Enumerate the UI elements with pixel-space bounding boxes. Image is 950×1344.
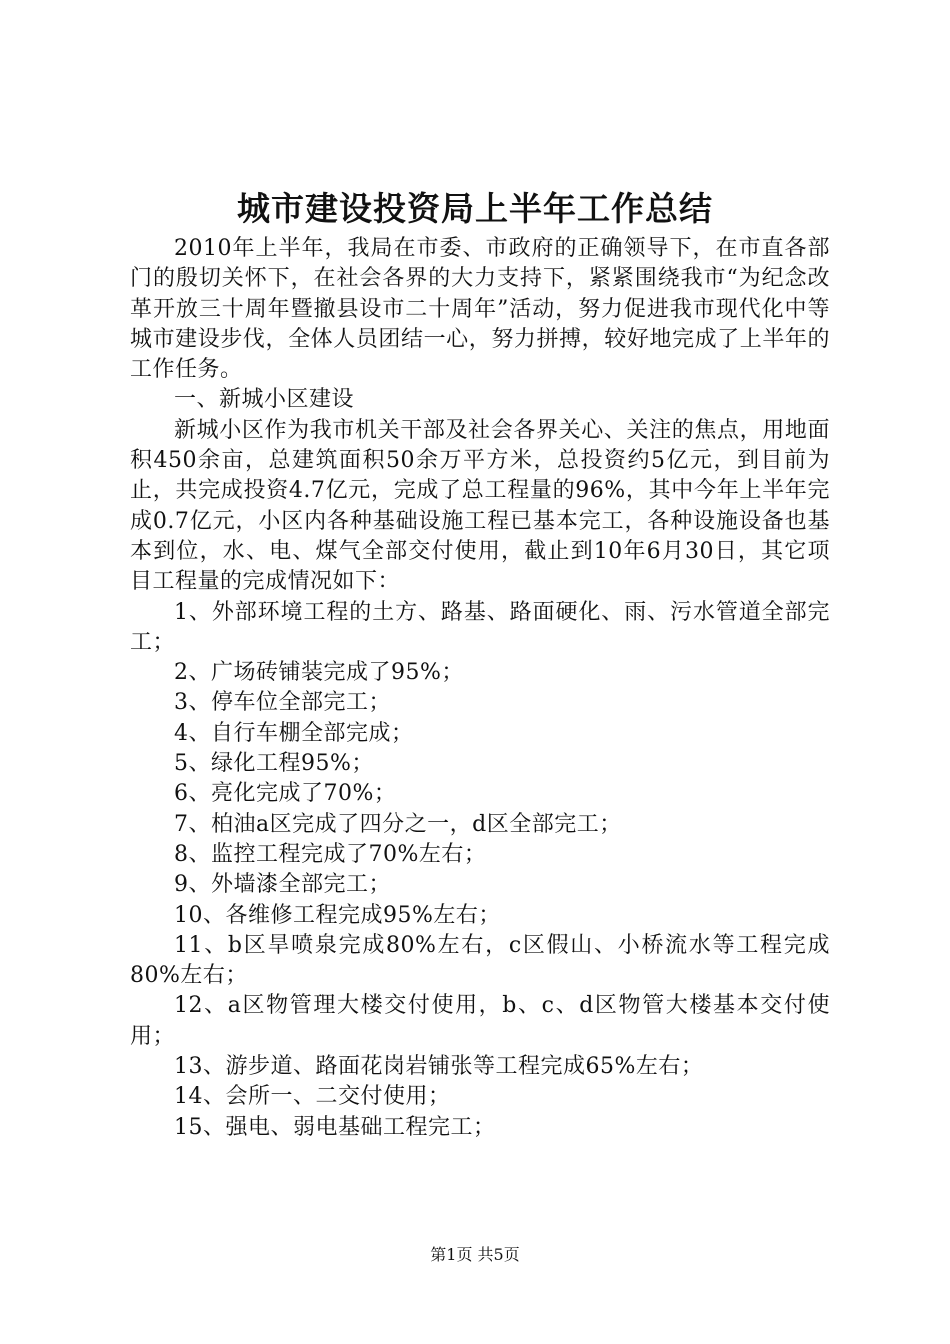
list-item: 2、广场砖铺装完成了95%； (174, 660, 464, 686)
document-body (130, 234, 830, 1143)
list-item: 11、b区旱喷泉完成80%左右，c区假山、小桥流水等工程完成80%左右； (130, 932, 830, 989)
list-item: 12、a区物管理大楼交付使用，b、c、d区物管大楼基本交付使用； (130, 993, 830, 1049)
list-item: 13、游步道、路面花岗岩铺张等工程完成65%左右； (174, 1054, 704, 1080)
list-item: 6、亮化完成了70%； (174, 781, 397, 807)
page-footer: 第1页 共5页 (430, 1245, 520, 1264)
list-item: 10、各维修工程完成95%左右； (174, 902, 501, 928)
section-heading: 一、新城小区建设 (174, 387, 355, 413)
list-item: 4、自行车棚全部完成； (174, 720, 414, 746)
list-item: 5、绿化工程95%； (174, 751, 374, 777)
list-item: 9、外墙漆全部完工； (174, 872, 391, 898)
document-title: 城市建设投资局上半年工作总结 (237, 189, 713, 228)
list-item: 14、会所一、二交付使用； (174, 1084, 451, 1110)
list-item: 3、停车位全部完工； (174, 690, 391, 716)
intro-paragraph: 2010年上半年，我局在市委、市政府的正确领导下，在市直各部门的殷切关怀下，在社会各界的大力支持下，紧紧围绕我市“为纪念改革开放三十周年暨撤县设市二十周年”活动，努力促进我市现代化中等城市建设步伐，全体人员团结一心，努力拼搏，较好地完成了上半年的工作任务。 (130, 236, 830, 383)
list-item: 8、监控工程完成了70%左右； (174, 841, 487, 867)
list-item: 1、外部环境工程的土方、路基、路面硬化、雨、污水管道全部完工； (130, 599, 830, 655)
list-item: 7、柏油a区完成了四分之一，d区全部完工； (174, 811, 622, 837)
list-item: 15、强电、弱电基础工程完工； (174, 1114, 496, 1140)
section-paragraph: 新城小区作为我市机关干部及社会各界关心、关注的焦点，用地面积450余亩，总建筑面积50余万平方米，总投资约5亿元，到目前为止，共完成投资4.7亿元，完成了总工程量的96%，其中今年上半年完成0.7亿元，小区内各种基础设施工程已基本完工，各种设施设备也基本到位，水、电、煤气全部交付使用，截止到10年6月30日，其它项目工程量的完成情况如下： (130, 417, 830, 595)
